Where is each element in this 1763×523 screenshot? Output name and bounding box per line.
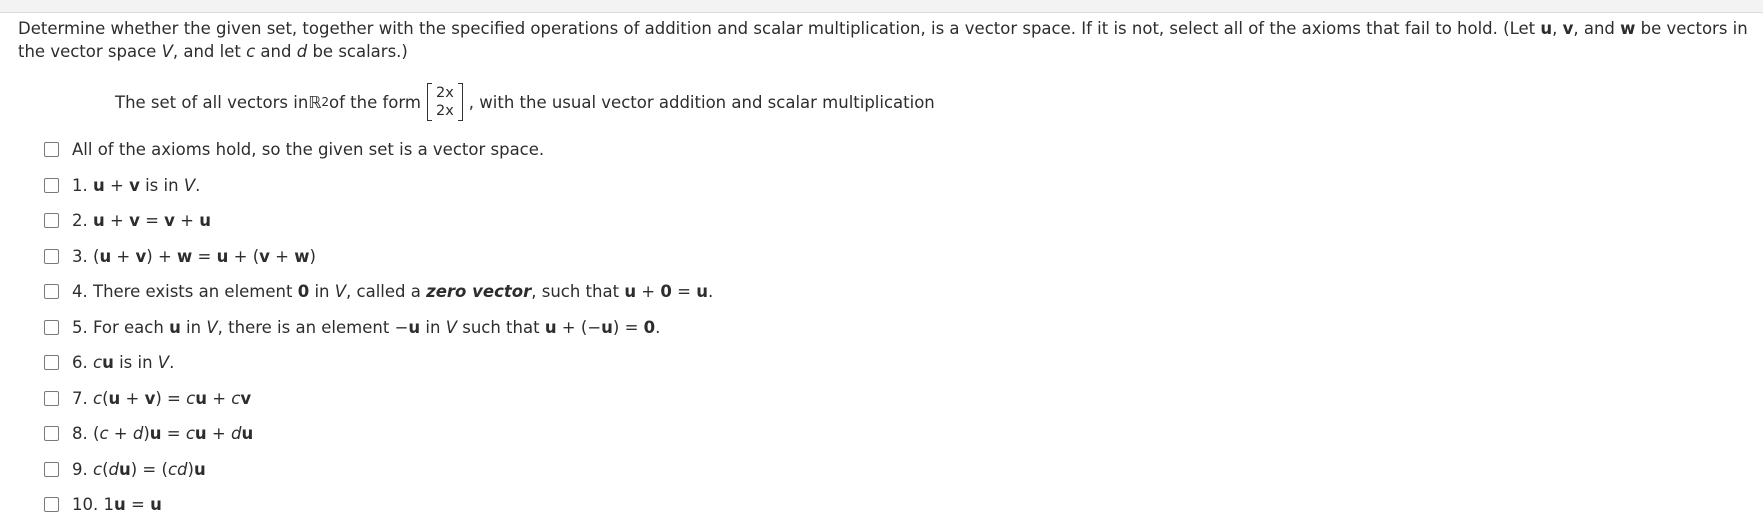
option-axiom-2[interactable]: [44, 203, 713, 239]
checkbox[interactable]: [44, 497, 59, 512]
option-axiom-6[interactable]: [44, 345, 713, 381]
checkbox[interactable]: [44, 249, 59, 264]
checkbox[interactable]: [44, 178, 59, 193]
checkbox[interactable]: [44, 426, 59, 441]
option-label: 8. (c + d)u = cu + du: [72, 424, 254, 444]
option-axiom-5[interactable]: [44, 310, 713, 346]
option-label: 3. (u + v) + w = u + (v + w): [72, 246, 316, 266]
option-all-hold[interactable]: [44, 132, 713, 168]
vector-entry-bottom: 2x: [435, 103, 454, 119]
column-vector: [427, 83, 463, 121]
option-label: 10. 1u = u: [72, 495, 162, 515]
checkbox[interactable]: [44, 142, 59, 157]
checkbox[interactable]: [44, 213, 59, 228]
option-axiom-9[interactable]: [44, 452, 713, 488]
option-label: 1. u + v is in V.: [72, 175, 201, 195]
vector-entry-top: 2x: [435, 85, 454, 101]
option-axiom-7[interactable]: [44, 381, 713, 417]
checkbox[interactable]: [44, 391, 59, 406]
option-label: 9. c(du) = (cd)u: [72, 459, 206, 479]
option-label: 6. cu is in V.: [72, 353, 175, 373]
option-axiom-4[interactable]: [44, 274, 713, 310]
option-axiom-1[interactable]: [44, 168, 713, 204]
option-label: 5. For each u in V, there is an element −u in V such that u + (−u) = 0.: [72, 317, 661, 337]
set-description: The set of all vectors in ℝ 2 of the form 2x 2x , with the usual vector addition and scalar multiplication: [115, 85, 935, 119]
checkbox[interactable]: [44, 320, 59, 335]
axiom-options: [44, 132, 713, 523]
question-prompt: Determine whether the given set, together with the specified operations of addition and scalar multiplication, is a vector space. If it is not, select all of the axioms that fail to hold. (Let u, v, and w be vectors in the vector space V, and let c and d be scalars.): [18, 19, 1748, 61]
top-divider: [0, 0, 1763, 13]
checkbox[interactable]: [44, 355, 59, 370]
option-label: All of the axioms hold, so the given set is a vector space.: [72, 140, 545, 160]
checkbox[interactable]: [44, 284, 59, 299]
option-axiom-3[interactable]: [44, 239, 713, 275]
option-label: 4. There exists an element 0 in V, called a zero vector, such that u + 0 = u.: [72, 282, 714, 302]
option-axiom-10[interactable]: [44, 487, 713, 523]
option-label: 7. c(u + v) = cu + cv: [72, 388, 252, 408]
option-label: 2. u + v = v + u: [72, 211, 212, 231]
checkbox[interactable]: [44, 462, 59, 477]
option-axiom-8[interactable]: [44, 416, 713, 452]
